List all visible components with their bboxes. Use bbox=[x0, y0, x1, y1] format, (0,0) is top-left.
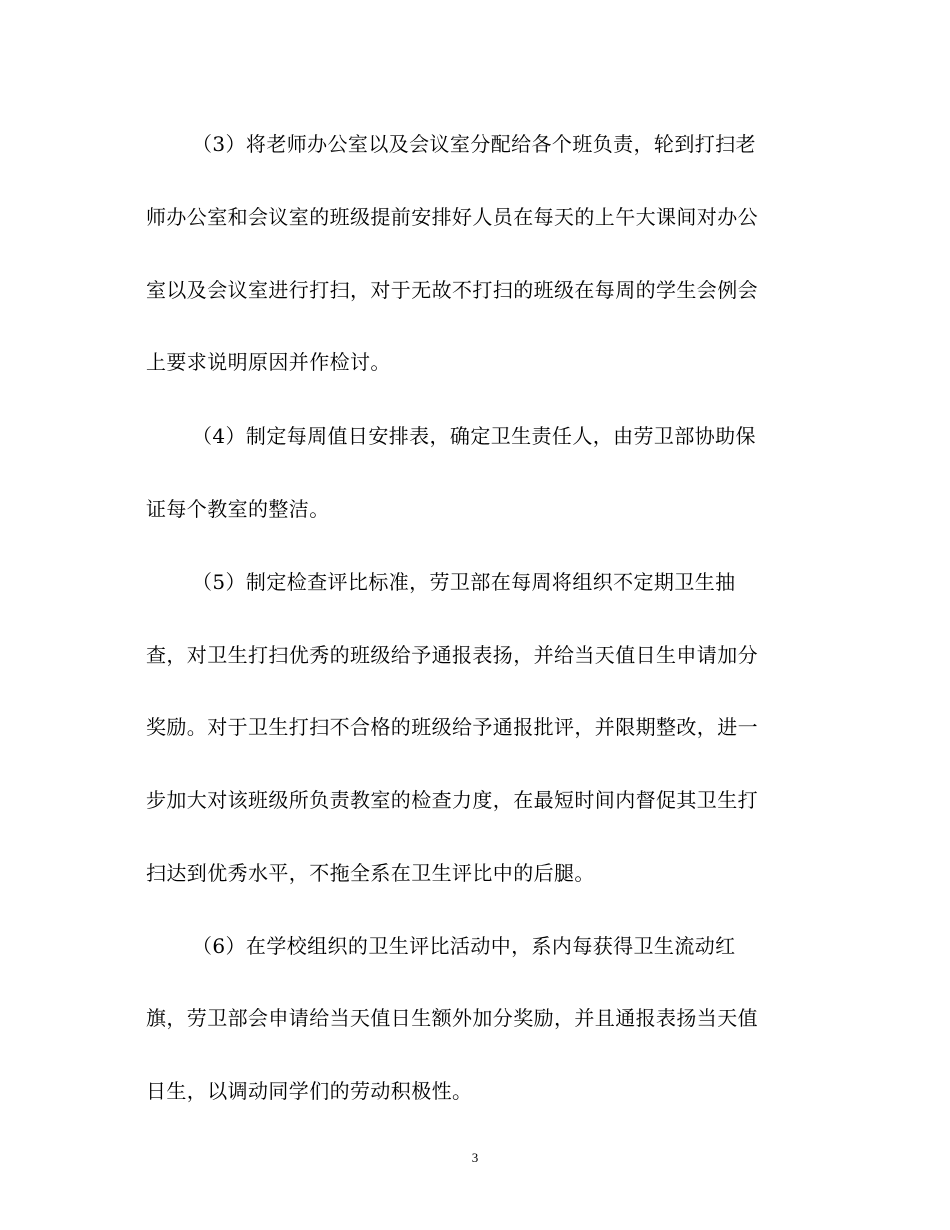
paragraph-6-line-2: 旗，劳卫部会申请给当天值日生额外加分奖励，并且通报表扬当天值 bbox=[146, 1006, 758, 1030]
page-number: 3 bbox=[471, 1150, 479, 1165]
paragraph-4-line-2: 证每个教室的整洁。 bbox=[146, 497, 330, 521]
paragraph-5-line-4: 步加大对该班级所负责教室的检查力度，在最短时间内督促其卫生打 bbox=[146, 788, 758, 812]
paragraph-6-line-1: （6）在学校组织的卫生评比活动中，系内每获得卫生流动红 bbox=[192, 934, 736, 958]
paragraph-5-line-5: 扫达到优秀水平，不拖全系在卫生评比中的后腿。 bbox=[146, 861, 595, 885]
paragraph-5-line-2: 查，对卫生打扫优秀的班级给予通报表扬，并给当天值日生申请加分 bbox=[146, 643, 758, 667]
paragraph-5-line-3: 奖励。对于卫生打扫不合格的班级给予通报批评，并限期整改，进一 bbox=[146, 715, 758, 739]
paragraph-3-line-3: 室以及会议室进行打扫，对于无故不打扫的班级在每周的学生会例会 bbox=[146, 278, 758, 302]
paragraph-3-line-1: （3）将老师办公室以及会议室分配给各个班负责，轮到打扫老 bbox=[192, 132, 756, 156]
paragraph-6-line-3: 日生，以调动同学们的劳动积极性。 bbox=[146, 1079, 473, 1103]
paragraph-3-line-4: 上要求说明原因并作检讨。 bbox=[146, 350, 391, 374]
paragraph-5-line-1: （5）制定检查评比标准，劳卫部在每周将组织不定期卫生抽 bbox=[192, 570, 736, 594]
paragraph-4-line-1: （4）制定每周值日安排表，确定卫生责任人，由劳卫部协助保 bbox=[192, 424, 756, 448]
paragraph-3-line-2: 师办公室和会议室的班级提前安排好人员在每天的上午大课间对办公 bbox=[146, 205, 758, 229]
